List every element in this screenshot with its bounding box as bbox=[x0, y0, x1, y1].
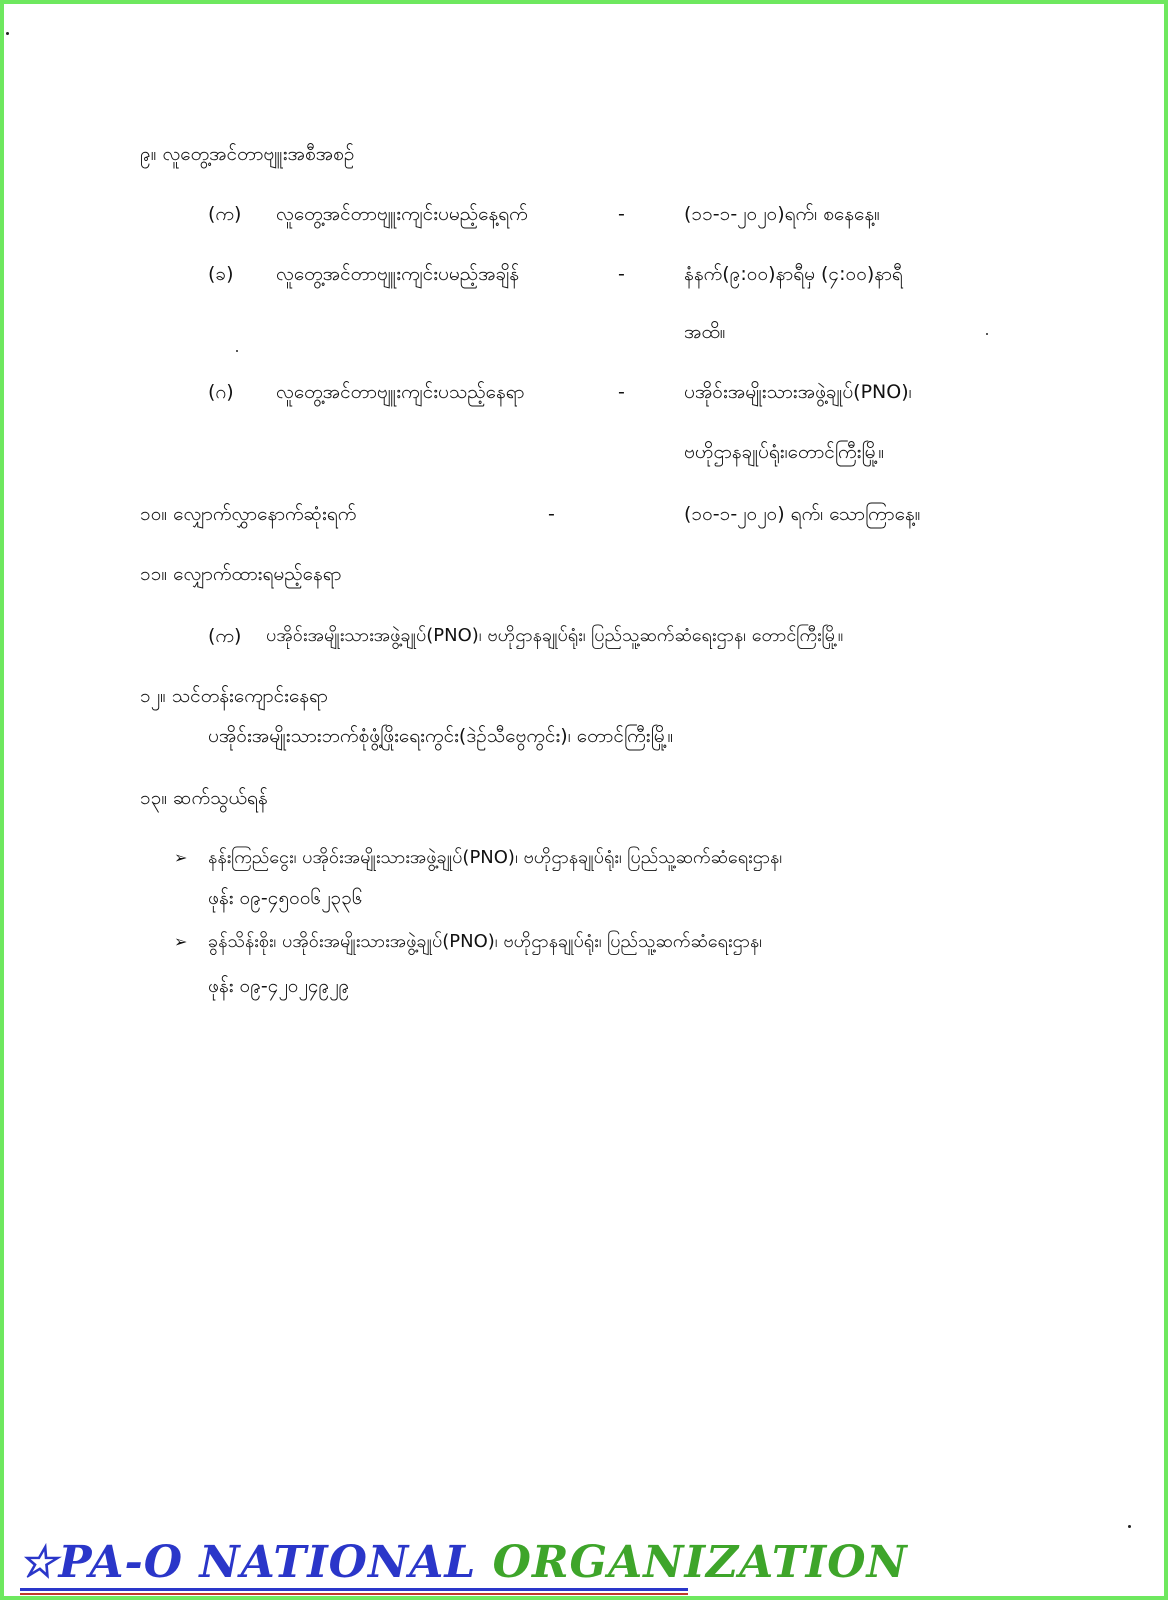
section-10-value: (၁၀-၁-၂၀၂၀) ရက်၊ သောကြာနေ့။ bbox=[684, 503, 921, 525]
contact-2-phone: ဖုန်း ၀၉-၄၂၀၂၄၉၂၉ bbox=[208, 975, 350, 997]
scan-speck bbox=[1128, 1525, 1131, 1528]
section-12-heading: ၁၂။ သင်တန်းကျောင်းနေရာ bbox=[140, 685, 328, 707]
footer-text-pa-o-national: PA-O NATIONAL bbox=[58, 1537, 477, 1588]
item-9b-value: နံနက်(၉:၀၀)နာရီမှ (၄:၀၀)နာရီ bbox=[684, 263, 903, 285]
item-9c-name: လူတွေ့အင်တာဗျူးကျင်းပသည့်နေရာ bbox=[276, 381, 525, 403]
scan-speck bbox=[986, 333, 988, 335]
contact-1-phone: ဖုန်း ၀၉-၄၅၀၀၆၂၃၃၆ bbox=[208, 887, 363, 909]
scan-speck bbox=[236, 350, 238, 352]
item-9b-label: (ခ) bbox=[208, 263, 234, 285]
section-9-heading: ၉။ လူတွေ့အင်တာဗျူးအစီအစဉ် bbox=[140, 143, 355, 165]
organization-footer-logo bbox=[18, 1537, 908, 1596]
scan-speck bbox=[6, 32, 9, 35]
item-9b-value-cont: အထိ။ bbox=[684, 321, 726, 343]
footer-underline-accent bbox=[20, 1593, 688, 1595]
bullet-arrow-icon: ➢ bbox=[174, 848, 188, 867]
section-10-heading: ၁၀။ လျှောက်လွှာနောက်ဆုံးရက် bbox=[140, 503, 357, 525]
section-11-heading: ၁၁။ လျှောက်ထားရမည့်နေရာ bbox=[140, 563, 342, 585]
contact-2-details: ခွန်သိန်းစိုး၊ ပအိုဝ်းအမျိုးသားအဖွဲ့ချုပ်(PNO)၊ ဗဟိုဌာနချုပ်ရုံး၊ ပြည်သူ့ဆက်ဆံရေးဌာန၊ bbox=[208, 931, 763, 952]
section-10-dash: - bbox=[548, 503, 555, 525]
item-9c-value-cont: ဗဟိုဌာနချုပ်ရုံး၊တောင်ကြီးမြို့။ bbox=[684, 441, 885, 463]
bullet-arrow-icon: ➢ bbox=[174, 932, 188, 951]
footer-text-organization: ORGANIZATION bbox=[492, 1537, 908, 1588]
section-13-heading: ၁၃။ ဆက်သွယ်ရန် bbox=[140, 787, 268, 809]
item-9c-dash: - bbox=[618, 381, 625, 403]
footer-underline bbox=[20, 1588, 688, 1591]
item-9a-value: (၁၁-၁-၂၀၂၀)ရက်၊ စနေနေ့။ bbox=[684, 203, 880, 225]
section-11-text: ပအိုဝ်းအမျိုးသားအဖွဲ့ချုပ်(PNO)၊ ဗဟိုဌာနချုပ်ရုံး၊ ပြည်သူ့ဆက်ဆံရေးဌာန၊ တောင်ကြီးမြို့။ bbox=[266, 625, 844, 646]
item-9b-name: လူတွေ့အင်တာဗျူးကျင်းပမည့်အချိန် bbox=[276, 263, 520, 285]
section-12-text: ပအိုဝ်းအမျိုးသားဘက်စုံဖွံ့ဖြိုးရေးကွင်း(ဒဲဉ်သီဗွေကွင်း)၊ တောင်ကြီးမြို့။ bbox=[208, 725, 674, 747]
item-9a-name: လူတွေ့အင်တာဗျူးကျင်းပမည့်နေ့ရက် bbox=[276, 203, 528, 225]
section-11-label: (က) bbox=[208, 625, 242, 647]
item-9a-dash: - bbox=[618, 203, 625, 225]
item-9b-dash: - bbox=[618, 263, 625, 285]
item-9a-label: (က) bbox=[208, 203, 242, 225]
item-9c-value: ပအိုဝ်းအမျိုးသားအဖွဲ့ချုပ်(PNO)၊ bbox=[684, 381, 912, 403]
item-9c-label: (ဂ) bbox=[208, 381, 234, 403]
contact-1-details: နန်းကြည်ငွေး၊ ပအိုဝ်းအမျိုးသားအဖွဲ့ချုပ်(PNO)၊ ဗဟိုဌာနချုပ်ရုံး၊ ပြည်သူ့ဆက်ဆံရေးဌာန၊ bbox=[208, 847, 783, 868]
star-icon: ☆ bbox=[18, 1537, 59, 1588]
